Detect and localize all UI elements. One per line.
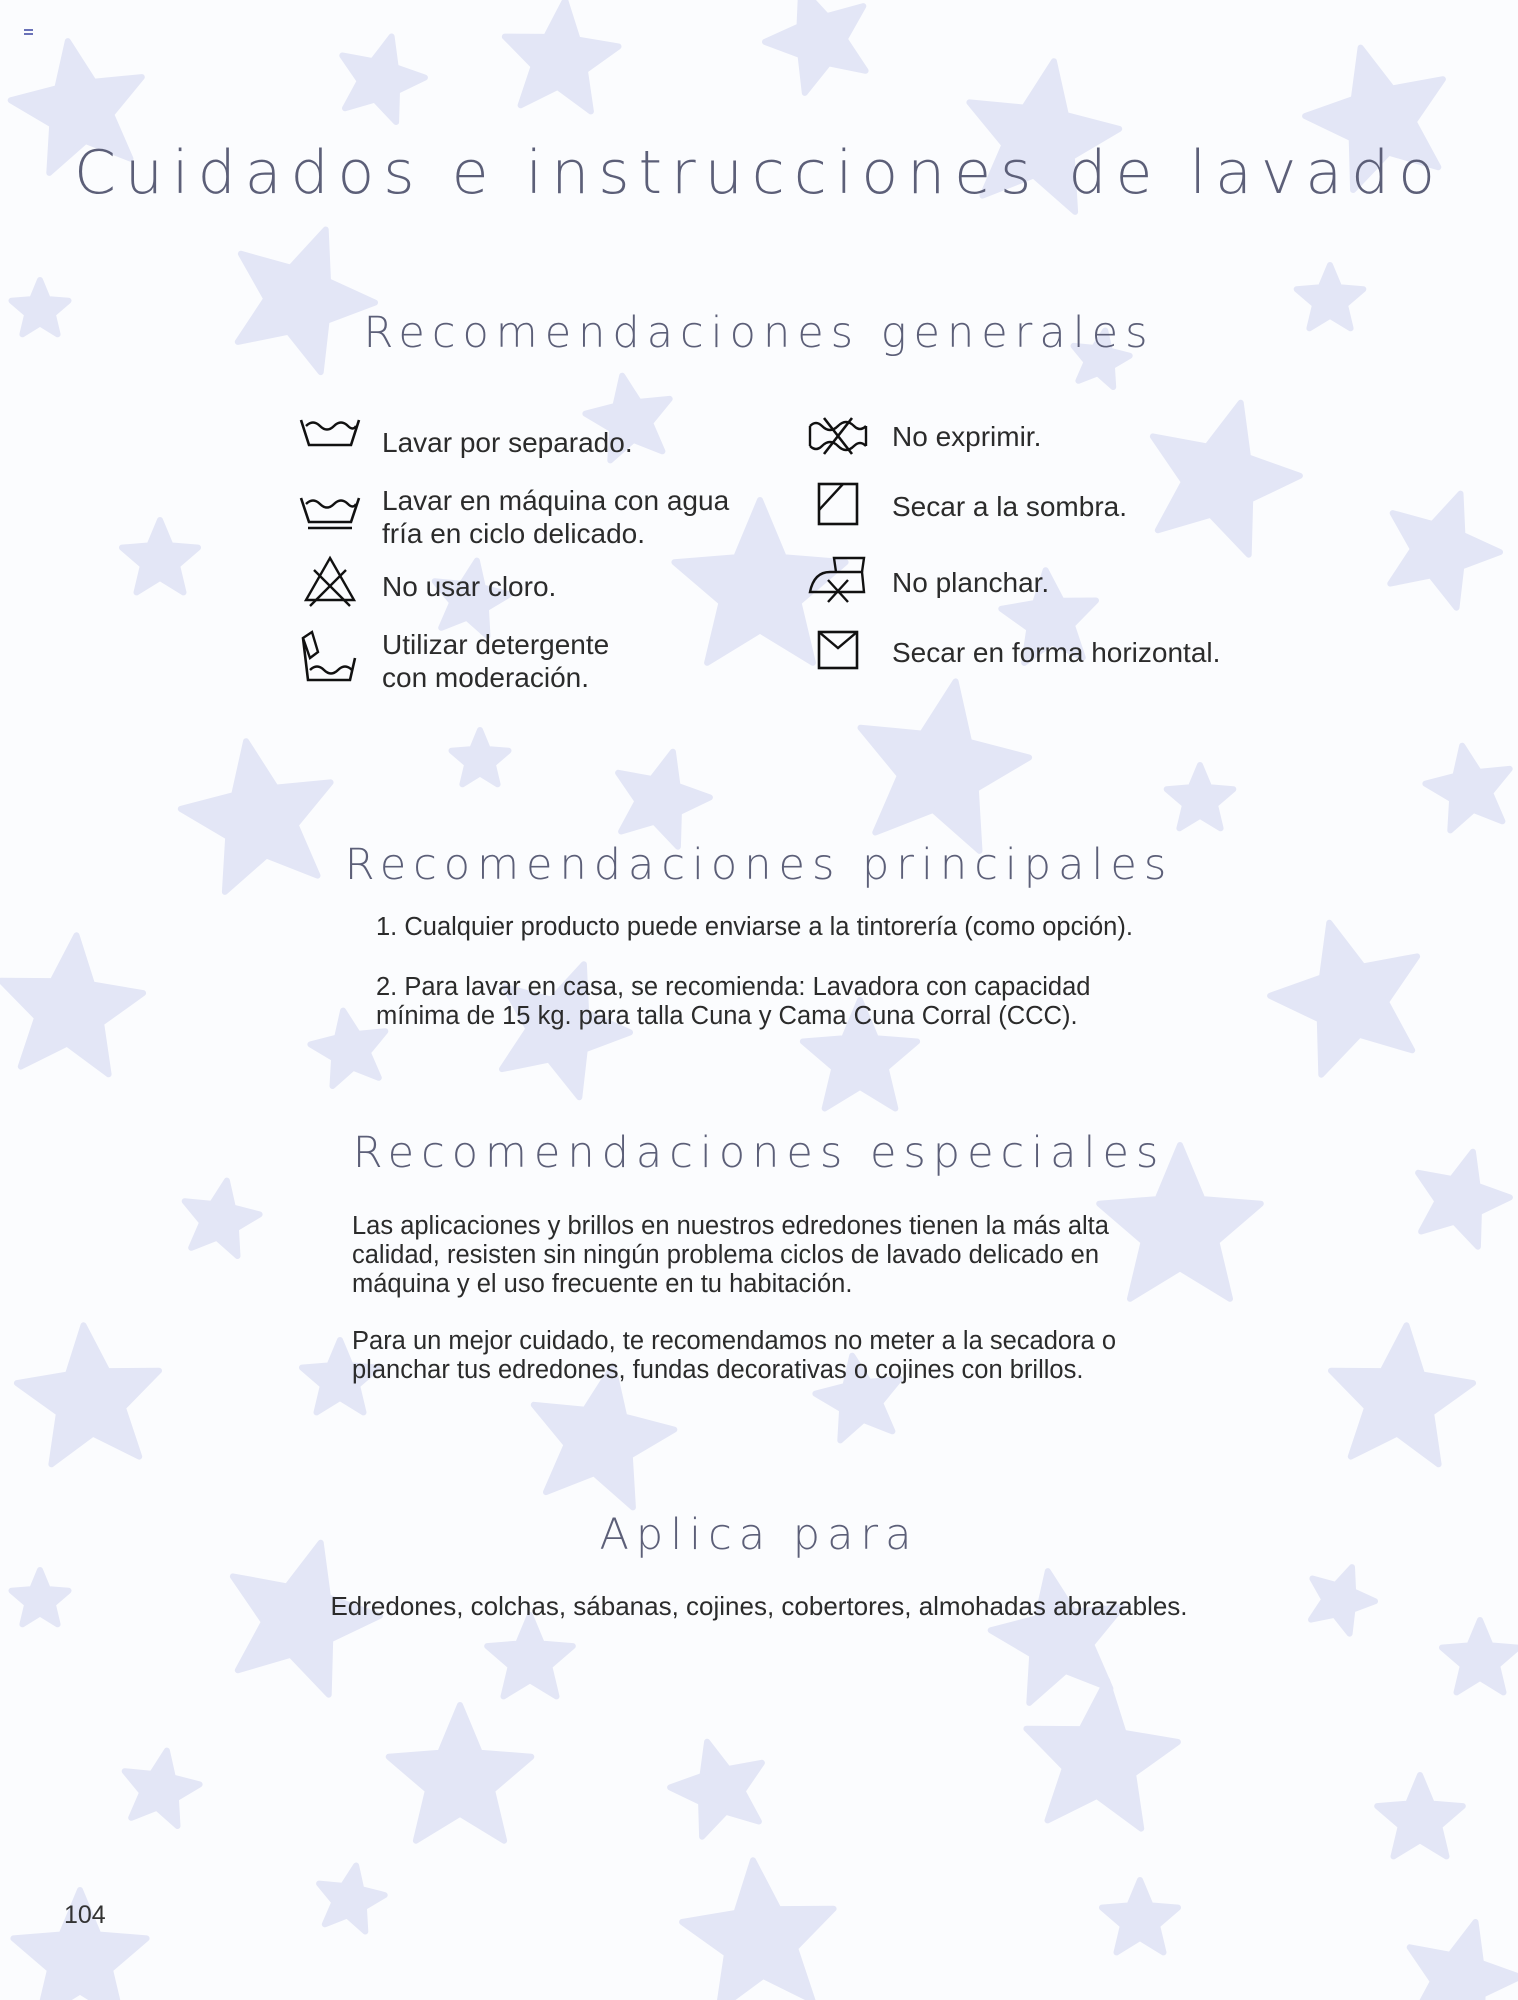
star-shape	[125, 1751, 200, 1826]
care-item-use-detergent-moderately: Utilizar detergente con moderación.	[298, 628, 609, 694]
principal-item: 1. Cualquier producto puede enviarse a la tintorería (como opción).	[376, 913, 1133, 941]
care-item-dry-in-shade: Secar a la sombra.	[806, 482, 1127, 534]
star-shape	[310, 1011, 385, 1086]
no-iron-icon	[806, 552, 870, 604]
care-item-no-bleach: No usar cloro.	[298, 556, 556, 608]
section-title-aplica: Aplica para	[599, 1510, 919, 1560]
washtub-icon	[298, 414, 362, 466]
star-shape	[122, 520, 198, 592]
star-shape	[452, 730, 509, 784]
care-item-wash-separately: Lavar por separado.	[298, 414, 633, 466]
star-shape	[670, 1742, 762, 1837]
star-shape	[765, 0, 866, 93]
star-shape	[342, 37, 425, 123]
detergent-icon	[298, 628, 362, 680]
dry-flat-icon	[806, 624, 870, 676]
care-item-dry-flat: Secar en forma horizontal.	[806, 624, 1220, 676]
page-title: Cuidados e instrucciones de lavado	[74, 138, 1444, 208]
star-shape	[618, 752, 710, 847]
star-shape	[1026, 1680, 1178, 1828]
star-shape	[1442, 1620, 1518, 1692]
star-shape	[1270, 923, 1417, 1075]
star-shape	[1153, 403, 1300, 555]
care-item-machine-wash-cold-gentle: Lavar en máquina con agua fría en ciclo delicado.	[298, 484, 729, 550]
section-title-especial: Recomendaciones especiales	[352, 1128, 1166, 1178]
no-wring-icon	[806, 412, 870, 464]
star-shape	[1102, 1880, 1178, 1952]
star-shape	[389, 1705, 532, 1841]
care-item-no-wring: No exprimir.	[806, 412, 1041, 464]
dry-in-shade-icon	[806, 482, 870, 534]
star-shape	[1, 935, 143, 1074]
page-number: 104	[64, 1901, 106, 1929]
aplica-text: Edredones, colchas, sábanas, cojines, cobertores, almohadas abrazables.	[330, 1591, 1188, 1621]
star-shape	[1377, 1775, 1463, 1856]
no-bleach-icon	[298, 556, 362, 608]
star-shape	[1167, 765, 1234, 828]
star-shape	[487, 1615, 573, 1696]
star-shape	[682, 1860, 834, 2000]
section-title-principal: Recomendaciones principales	[344, 840, 1174, 890]
principal-item: 2. Para lavar en casa, se recomienda: Lavadora con capacidad mínima de 15 kg. para talla Cuna y Cama Cuna Corral (CCC).	[376, 973, 1091, 1030]
especial-paragraph: Las aplicaciones y brillos en nuestros edredones tienen la más alta calidad, resisten sin ningún problema ciclos de lavado delicado en máquina y el uso frecuente en tu habitación.	[352, 1212, 1109, 1298]
section-title-general: Recomendaciones generales	[363, 308, 1155, 358]
star-shape	[1410, 1922, 1518, 2000]
star-shape	[319, 1866, 385, 1932]
star-shape	[185, 1181, 260, 1256]
star-shape	[861, 681, 1030, 851]
menu-icon	[24, 24, 34, 32]
washtub-gentle-icon	[298, 484, 362, 536]
star-shape	[534, 1366, 675, 1507]
star-shape	[1425, 746, 1509, 831]
care-item-no-iron: No planchar.	[806, 552, 1049, 604]
star-shape	[17, 1325, 159, 1464]
especial-paragraph: Para un mejor cuidado, te recomendamos no meter a la secadora o planchar tus edredones, fundas decorativas o cojines con brillos.	[352, 1327, 1117, 1384]
star-shape	[1390, 494, 1500, 608]
star-shape	[1331, 1325, 1473, 1464]
star-shape	[505, 0, 619, 111]
